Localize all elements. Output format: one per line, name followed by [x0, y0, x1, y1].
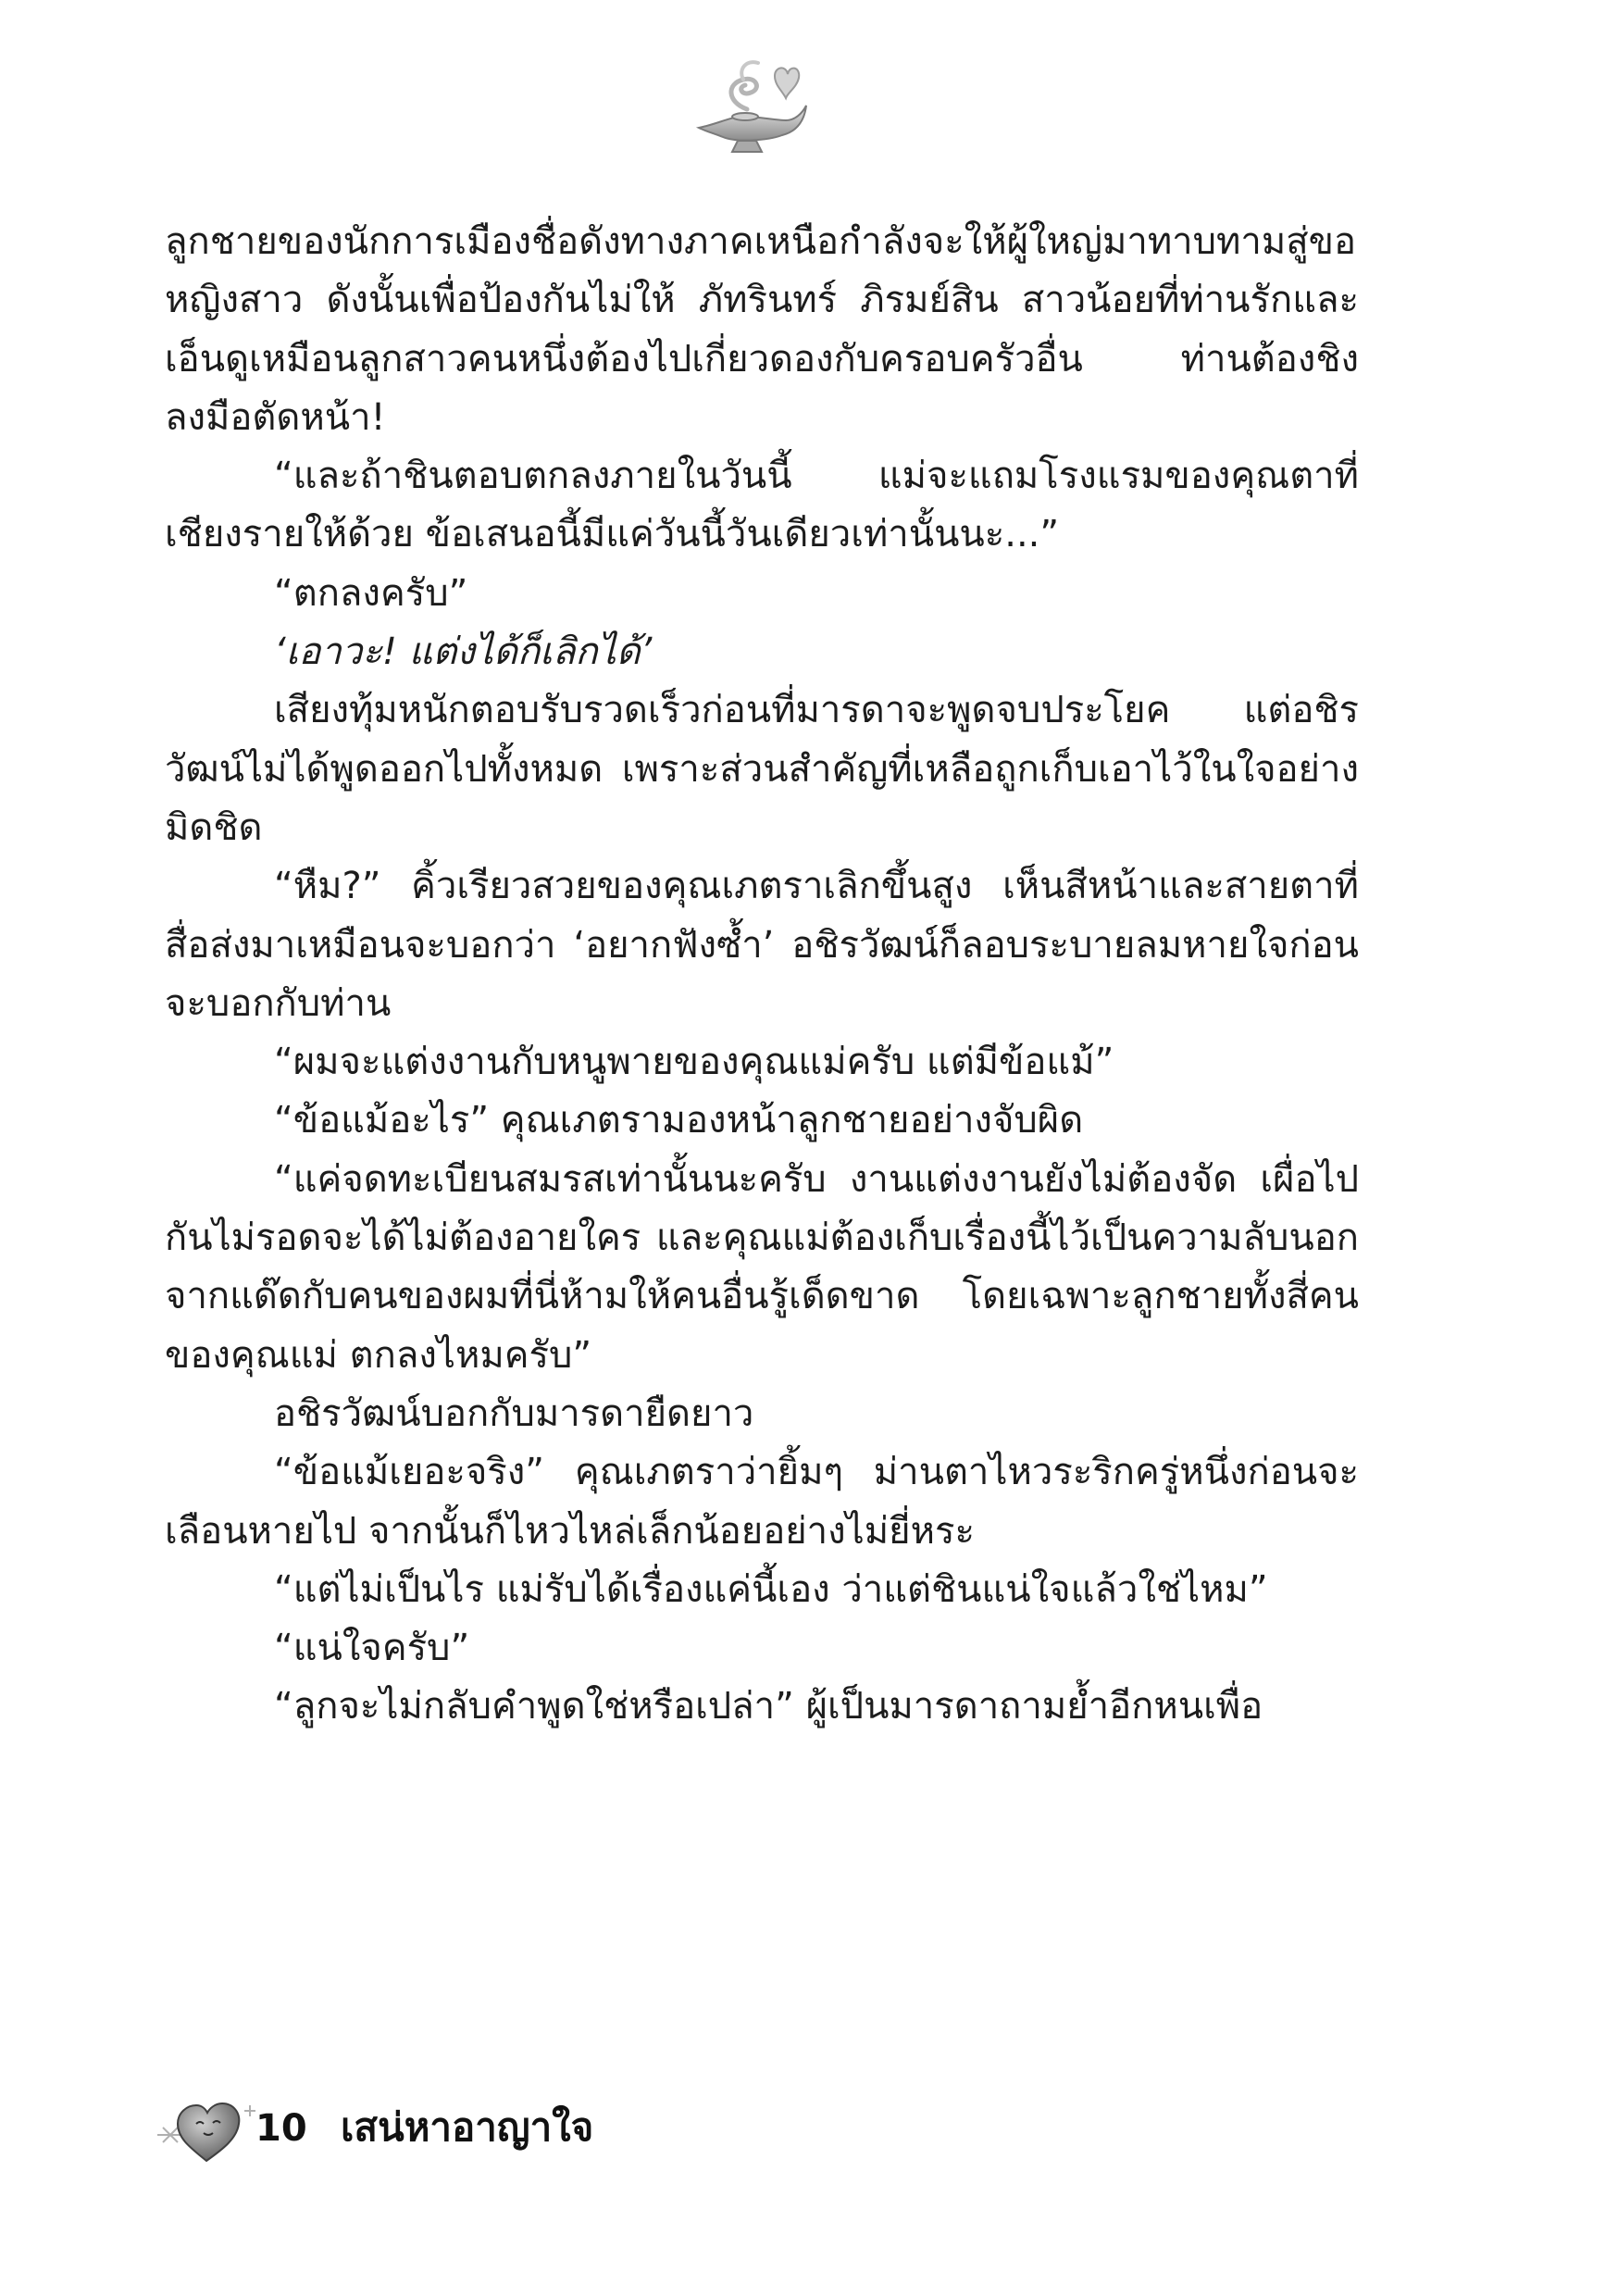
paragraph: “แต่ไม่เป็นไร แม่รับได้เรื่องแค่นี้เอง ว่าแต่ชินแน่ใจแล้วใช่ไหม”	[274, 1567, 1268, 1611]
paragraph: เสียงทุ้มหนักตอบรับรวดเร็วก่อนที่มารดาจะพูดจบประโยค แต่อชิรวัฒน์ไม่ได้พูดออกไปทั้งหมด เพราะส่วนสำคัญที่เหลือถูกเก็บเอาไว้ในใจอย่างมิดชิด	[165, 689, 1359, 849]
paragraph: ลูกชายของนักการเมืองชื่อดังทางภาคเหนือกำลังจะให้ผู้ใหญ่มาทาบทามสู่ขอหญิงสาว ดังนั้นเพื่อป้องกันไม่ให้ ภัทรินทร์ ภิรมย์สิน สาวน้อยที่ท่านรักและเอ็นดูเหมือนลูกสาวคนหนึ่งต้องไปเกี่ยวดองกับครอบครัวอื่น ท่านต้องชิงลงมือตัดหน้า!	[165, 220, 1359, 439]
paragraph: “แค่จดทะเบียนสมรสเท่านั้นนะครับ งานแต่งงานยังไม่ต้องจัด เผื่อไปกันไม่รอดจะได้ไม่ต้องอายใคร และคุณแม่ต้องเก็บเรื่องนี้ไว้เป็นความลับนอกจากแด๊ดกับคนของผมที่นี่ห้ามให้คนอื่นรู้เด็ดขาด โดยเฉพาะลูกชายทั้งสี่คนของคุณแม่ ตกลงไหมครับ”	[165, 1157, 1359, 1377]
paragraph: “ลูกจะไม่กลับคำพูดใช่หรือเปล่า” ผู้เป็นมารดาถามย้ำอีกหนเพื่อ	[274, 1685, 1263, 1728]
paragraph: “ตกลงครับ”	[274, 571, 468, 615]
book-title: เสน่หาอาญาใจ	[341, 2104, 594, 2150]
genie-lamp-icon	[690, 56, 810, 157]
heart-icon	[156, 2092, 257, 2166]
paragraph: “และถ้าชินตอบตกลงภายในวันนี้ แม่จะแถมโรงแรมของคุณตาที่เชียงรายให้ด้วย ข้อเสนอนี้มีแค่วันนี้วันเดียวเท่านั้นนะ...”	[165, 455, 1359, 556]
page-number: 10	[255, 2107, 307, 2150]
page-footer	[156, 2090, 803, 2165]
paragraph: อชิรวัฒน์บอกกับมารดายืดยาว	[274, 1391, 754, 1435]
paragraph: “ผมจะแต่งงานกับหนูพายของคุณแม่ครับ แต่มีข้อแม้”	[274, 1041, 1114, 1084]
paragraph: “ข้อแม้เยอะจริง” คุณเภตราว่ายิ้มๆ ม่านตาไหวระริกครู่หนึ่งก่อนจะเลือนหายไป จากนั้นก็ไหวไหล่เล็กน้อยอย่างไม่ยี่หระ	[165, 1451, 1359, 1553]
paragraph: ‘เอาวะ! แต่งได้ก็เลิกได้’	[274, 630, 653, 674]
paragraph: “หืม?” คิ้วเรียวสวยของคุณเภตราเลิกขึ้นสูง เห็นสีหน้าและสายตาที่สื่อส่งมาเหมือนจะบอกว่า ‘อยากฟังซ้ำ’ อชิรวัฒน์ก็ลอบระบายลมหายใจก่อนจะบอกกับท่าน	[165, 865, 1359, 1025]
paragraph: “แน่ใจครับ”	[274, 1627, 470, 1670]
paragraph: “ข้อแม้อะไร” คุณเภตรามองหน้าลูกชายอย่างจับผิด	[274, 1099, 1084, 1142]
body-text	[165, 213, 1359, 1737]
